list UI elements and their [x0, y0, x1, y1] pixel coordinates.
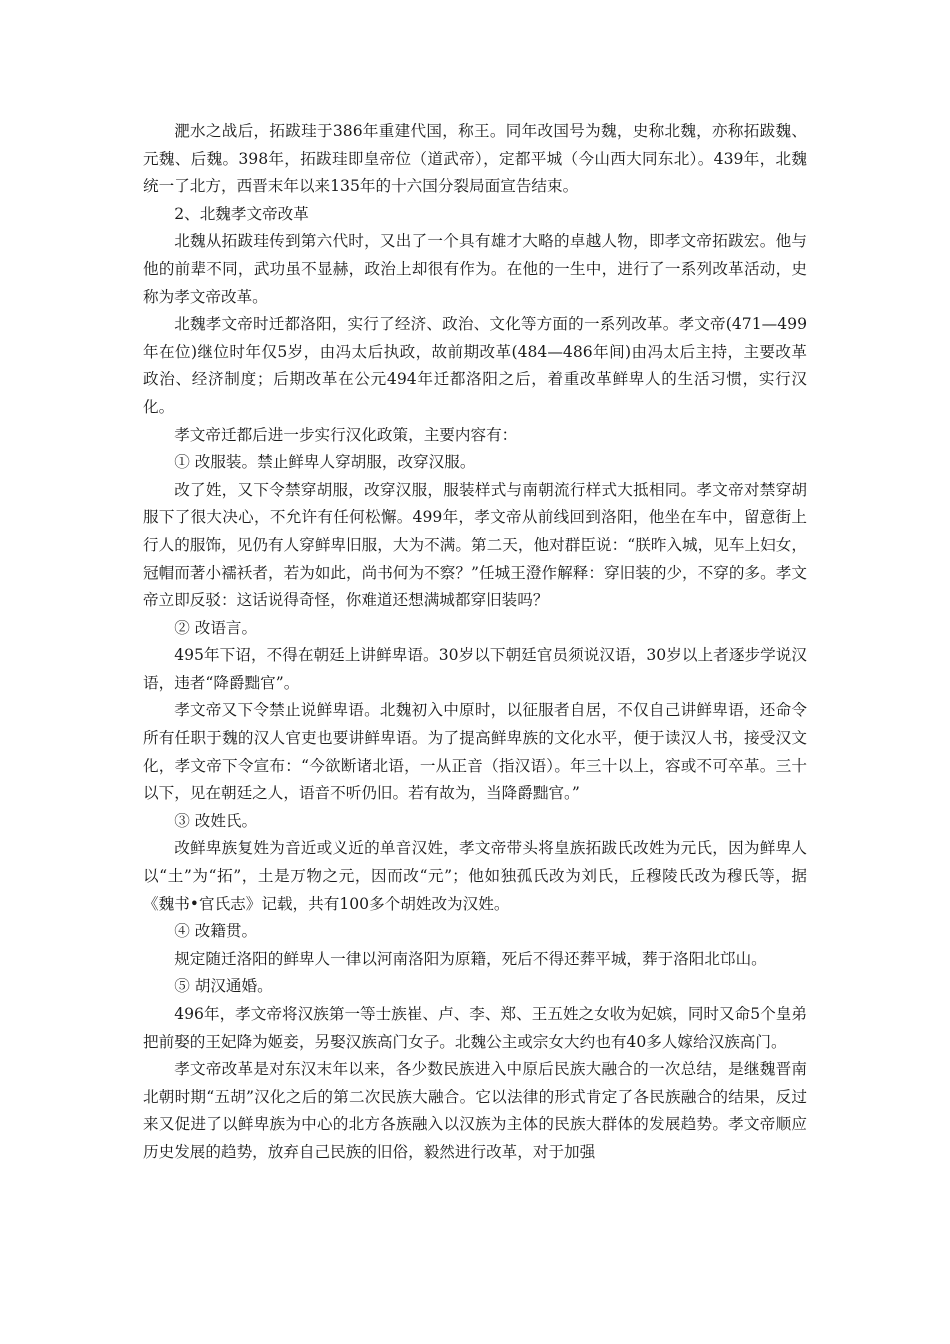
document-body — [143, 118, 807, 1167]
paragraph-reform-significance: 孝文帝改革是对东汉末年以来，各少数民族进入中原后民族大融合的一次总结，是继魏晋南北朝时期“五胡”汉化之后的第二次民族大融合。它以法律的形式肯定了各民族融合的结果，反过来又促进了以鲜卑族为中心的北方各族融入以汉族为主体的民族大群体的发展趋势。孝文帝顺应历史发展的趋势，放弃自己民族的旧俗，毅然进行改革，对于加强 — [143, 1060, 807, 1161]
list-item-surnames: ③ 改姓氏。 — [174, 811, 258, 830]
paragraph-native-place-detail: 规定随迁洛阳的鲜卑人一律以河南洛阳为原籍，死后不得还葬平城，葬于洛阳北邙山。 — [174, 949, 767, 968]
paragraph-surnames-detail: 改鲜卑族复姓为音近或义近的单音汉姓，孝文帝带头将皇族拓跋氏改姓为元氏，因为鲜卑人以“土”为“拓”，土是万物之元，因而改“元”；他如独孤氏改为刘氏，丘穆陵氏改为穆氏等，据《魏书•官氏志》记载，共有100多个胡姓改为汉姓。 — [143, 839, 807, 913]
paragraph-tuoba-hong: 北魏从拓跋珪传到第六代时，又出了一个具有雄才大略的卓越人物，即孝文帝拓跋宏。他与他的前辈不同，武功虽不显赫，政治上却很有作为。在他的一生中，进行了一系列改革活动，史称为孝文帝改革。 — [143, 232, 807, 306]
paragraph-reform-overview: 北魏孝文帝时迁都洛阳，实行了经济、政治、文化等方面的一系列改革。孝文帝(471—499年在位)继位时年仅5岁，由冯太后执政，故前期改革(484—486年间)由冯太后主持，主要改革政治、经济制度；后期改革在公元494年迁都洛阳之后，着重改革鲜卑人的生活习惯，实行汉化。 — [143, 315, 807, 416]
list-item-intermarriage: ⑤ 胡汉通婚。 — [174, 977, 273, 996]
paragraph-language-detail: 孝文帝又下令禁止说鲜卑语。北魏初入中原时，以征服者自居，不仅自己讲鲜卑语，还命令所有任职于魏的汉人官吏也要讲鲜卑语。为了提高鲜卑族的文化水平，便于读汉人书，接受汉文化，孝文帝下令宣布：“今欲断诸北语，一从正音（指汉语）。年三十以上，容或不可卒革。三十以下，见在朝廷之人，语音不听仍旧。若有故为，当降爵黜官。” — [143, 701, 807, 803]
list-item-clothing: ① 改服装。禁止鲜卑人穿胡服，改穿汉服。 — [174, 453, 476, 472]
paragraph-feishui-aftermath: 淝水之战后，拓跋珪于386年重建代国，称王。同年改国号为魏，史称北魏，亦称拓跋魏、元魏、后魏。398年，拓跋珪即皇帝位（道武帝），定都平城（今山西大同东北）。439年，北魏统一了北方，西晋末年以来135年的十六国分裂局面宣告结束。 — [143, 122, 807, 196]
paragraph-language-edict: 495年下诏，不得在朝廷上讲鲜卑语。30岁以下朝廷官员须说汉语，30岁以上者逐步学说汉语，违者“降爵黜官”。 — [143, 646, 807, 692]
paragraph-intermarriage-detail: 496年，孝文帝将汉族第一等士族崔、卢、李、郑、王五姓之女收为妃嫔，同时又命5个皇弟把前娶的王妃降为姬妾，另娶汉族高门女子。北魏公主或宗女大约也有40多人嫁给汉族高门。 — [143, 1005, 807, 1051]
list-item-language: ② 改语言。 — [174, 618, 258, 637]
paragraph-clothing-detail: 改了姓，又下令禁穿胡服，改穿汉服，服装样式与南朝流行样式大抵相同。孝文帝对禁穿胡服下了很大决心，不允许有任何松懈。499年，孝文帝从前线回到洛阳，他坐在车中，留意街上行人的服饰，见仍有人穿鲜卑旧服，大为不满。第二天，他对群臣说：“朕昨入城，见车上妇女，冠帽而著小襦袄者，若为如此，尚书何为不察？”任城王澄作解释：穿旧装的少，不穿的多。孝文帝立即反驳：这话说得奇怪，你难道还想满城都穿旧装吗？ — [143, 480, 807, 610]
paragraph-sinicization-intro: 孝文帝迁都后进一步实行汉化政策，主要内容有： — [174, 425, 518, 444]
section-heading-xiaowen-reform: 2、北魏孝文帝改革 — [174, 204, 309, 223]
list-item-native-place: ④ 改籍贯。 — [174, 922, 258, 941]
